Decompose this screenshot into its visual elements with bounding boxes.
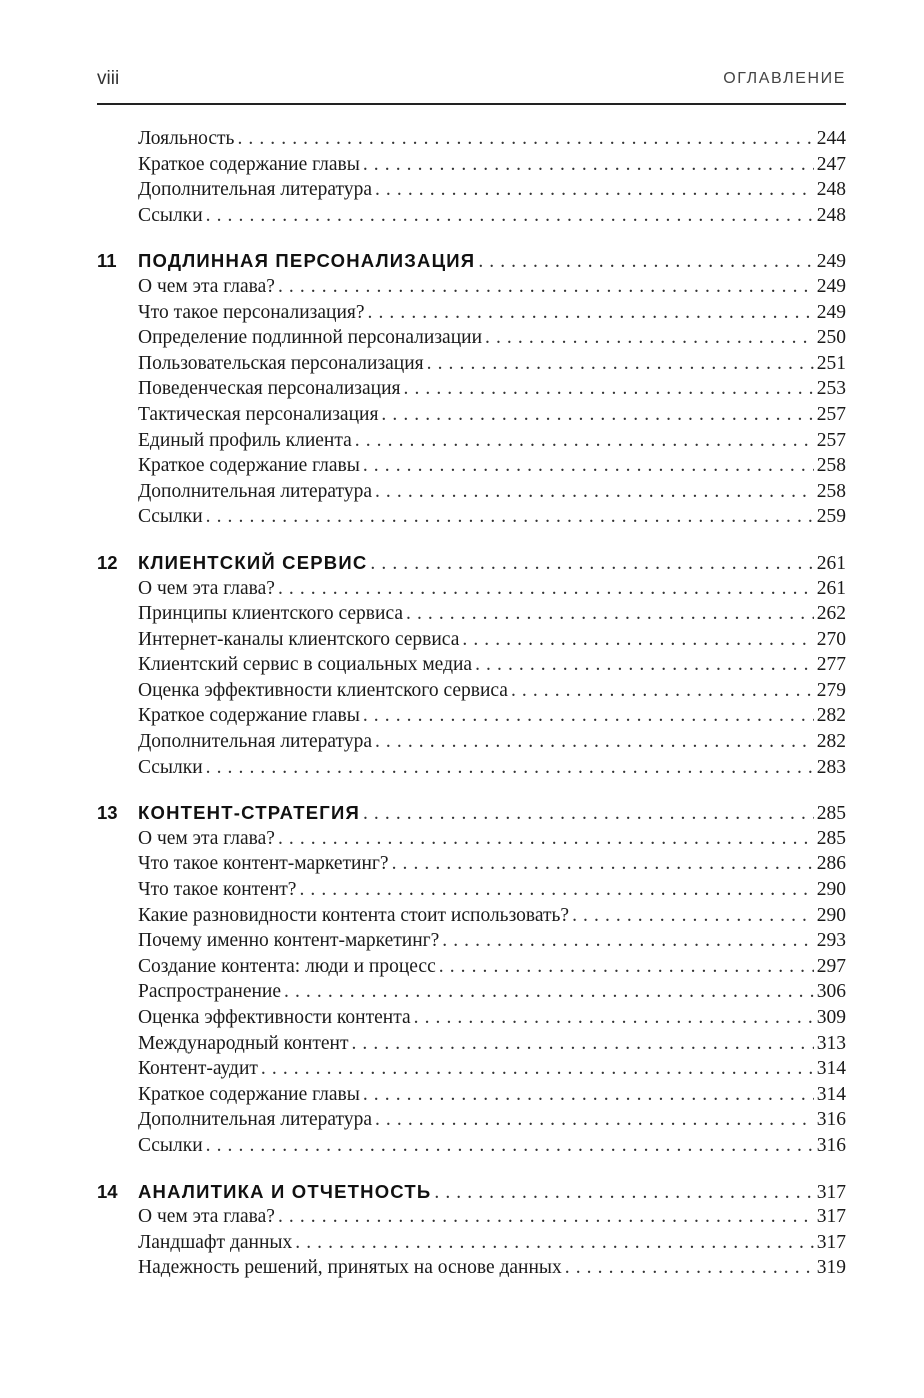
toc-entry: [97, 1058, 846, 1084]
toc-entry: [97, 302, 846, 328]
entry-title: Ссылки: [138, 1134, 203, 1156]
entry-title: Что такое контент-маркетинг?: [138, 853, 389, 875]
dot-leader: [370, 553, 813, 575]
entry-page: 290: [816, 879, 846, 901]
toc-entry: [97, 404, 846, 430]
toc-entry: [97, 353, 846, 379]
dot-leader: [206, 757, 814, 779]
entry-page: 290: [816, 904, 846, 926]
dot-leader: [278, 276, 814, 298]
entry-title: Дополнительная литература: [138, 179, 372, 201]
chapter-number: 11: [97, 250, 117, 272]
toc-entry: [97, 905, 846, 931]
toc-entry: [97, 205, 846, 231]
chapter-title: КОНТЕНТ-СТРАТЕГИЯ: [138, 802, 360, 824]
entry-page: 257: [816, 429, 846, 451]
entry-page: 262: [816, 603, 846, 625]
entry-title: Краткое содержание главы: [138, 455, 360, 477]
chapter-title: ПОДЛИННАЯ ПЕРСОНАЛИЗАЦИЯ: [138, 250, 476, 272]
chapter-title: КЛИЕНТСКИЙ СЕРВИС: [138, 551, 368, 573]
dot-leader: [439, 956, 814, 978]
dot-leader: [475, 654, 814, 676]
entry-title: Ссылки: [138, 506, 203, 528]
entry-title: Единый профиль клиента: [138, 429, 352, 451]
entry-page: 249: [816, 301, 846, 323]
chapter-heading: [97, 250, 846, 276]
toc-entry: [97, 879, 846, 905]
dot-leader: [363, 803, 814, 825]
chapter-heading: [97, 1181, 846, 1207]
toc-entry: [97, 1135, 846, 1161]
entry-page: 306: [816, 981, 846, 1003]
entry-page: 314: [816, 1058, 846, 1080]
dot-leader: [363, 455, 814, 477]
dot-leader: [375, 179, 814, 201]
entry-page: 261: [816, 577, 846, 599]
entry-title: Дополнительная литература: [138, 480, 372, 502]
entry-page: 293: [816, 930, 846, 952]
dot-leader: [565, 1257, 814, 1279]
entry-title: Тактическая персонализация: [138, 403, 379, 425]
dot-leader: [485, 327, 814, 349]
entry-page: 248: [816, 179, 846, 201]
entry-page: 316: [816, 1109, 846, 1131]
entry-page: 250: [816, 327, 846, 349]
toc-entry: [97, 654, 846, 680]
chapter-number: 13: [97, 802, 118, 824]
entry-title: Оценка эффективности клиентского сервиса: [138, 679, 508, 701]
chapter-number: 12: [97, 551, 118, 573]
entry-title: Краткое содержание главы: [138, 153, 360, 175]
toc-entry: [97, 1033, 846, 1059]
dot-leader: [375, 481, 814, 503]
entry-page: 319: [816, 1257, 846, 1279]
entry-title: Международный контент: [138, 1032, 349, 1054]
entry-page: 283: [816, 756, 846, 778]
toc-entry: [97, 930, 846, 956]
toc-entry: [97, 853, 846, 879]
entry-title: Ссылки: [138, 204, 203, 226]
chapter-title: АНАЛИТИКА И ОТЧЕТНОСТЬ: [138, 1180, 432, 1202]
dot-leader: [278, 828, 814, 850]
entry-page: 313: [816, 1032, 846, 1054]
entry-title: О чем эта глава?: [138, 275, 275, 297]
entry-title: Пользовательская персонализация: [138, 352, 424, 374]
entry-page: 297: [816, 955, 846, 977]
toc-entry: [97, 828, 846, 854]
chapter-heading: [97, 802, 846, 828]
dot-leader: [442, 930, 813, 952]
dot-leader: [392, 853, 814, 875]
dot-leader: [375, 1109, 814, 1131]
toc-entry: [97, 680, 846, 706]
entry-title: Краткое содержание главы: [138, 1083, 360, 1105]
toc-entry: [97, 956, 846, 982]
entry-page: 282: [816, 705, 846, 727]
entry-page: 259: [816, 506, 846, 528]
entry-title: Краткое содержание главы: [138, 705, 360, 727]
toc-entry: [97, 128, 846, 154]
toc-entry: [97, 378, 846, 404]
dot-leader: [363, 705, 814, 727]
chapter-number: 14: [97, 1180, 118, 1202]
chapter-page: 317: [816, 1181, 846, 1203]
entry-title: Ландшафт данных: [138, 1231, 293, 1253]
header-rule: [97, 103, 846, 105]
toc-entry: [97, 154, 846, 180]
dot-leader: [511, 680, 814, 702]
chapter-page: 285: [816, 803, 846, 825]
toc-entry: [97, 481, 846, 507]
entry-page: 258: [816, 455, 846, 477]
entry-page: 251: [816, 352, 846, 374]
entry-title: О чем эта глава?: [138, 827, 275, 849]
dot-leader: [363, 154, 814, 176]
entry-title: Дополнительная литература: [138, 731, 372, 753]
entry-page: 248: [816, 204, 846, 226]
toc-entry: [97, 1084, 846, 1110]
dot-leader: [478, 251, 813, 273]
entry-title: Оценка эффективности контента: [138, 1007, 411, 1028]
dot-leader: [284, 981, 814, 1003]
toc-entry: [97, 1206, 846, 1232]
toc-entry: [97, 1257, 846, 1283]
entry-page: 244: [816, 128, 846, 149]
dot-leader: [206, 205, 814, 227]
entry-title: Дополнительная литература: [138, 1109, 372, 1131]
toc-entry: [97, 276, 846, 302]
entry-page: 270: [816, 628, 846, 650]
table-of-contents: [97, 128, 846, 1283]
toc-entry: [97, 981, 846, 1007]
entry-title: Что такое контент?: [138, 879, 297, 901]
toc-entry: [97, 506, 846, 532]
dot-leader: [237, 128, 813, 150]
entry-page: 317: [816, 1231, 846, 1253]
entry-title: Контент-аудит: [138, 1058, 258, 1080]
dot-leader: [406, 603, 814, 625]
toc-entry: [97, 455, 846, 481]
entry-page: 314: [816, 1083, 846, 1105]
entry-page: 317: [816, 1206, 846, 1228]
dot-leader: [295, 1232, 814, 1254]
entry-page: 277: [816, 654, 846, 676]
entry-title: Какие разновидности контента стоит использовать?: [138, 904, 570, 926]
toc-entry: [97, 757, 846, 783]
entry-title: Клиентский сервис в социальных медиа: [138, 654, 473, 676]
entry-page: 249: [816, 275, 846, 297]
entry-title: Поведенческая персонализация: [138, 378, 401, 400]
dot-leader: [572, 905, 814, 927]
dot-leader: [206, 506, 814, 528]
toc-entry: [97, 578, 846, 604]
dot-leader: [462, 629, 813, 651]
dot-leader: [278, 578, 814, 600]
dot-leader: [206, 1135, 814, 1157]
chapter-heading: [97, 552, 846, 578]
entry-title: О чем эта глава?: [138, 1206, 275, 1228]
dot-leader: [381, 404, 813, 426]
dot-leader: [355, 430, 814, 452]
toc-entry: [97, 731, 846, 757]
dot-leader: [427, 353, 814, 375]
entry-page: 258: [816, 480, 846, 502]
dot-leader: [261, 1058, 814, 1080]
entry-page: 279: [816, 679, 846, 701]
entry-page: 247: [816, 153, 846, 175]
entry-page: 285: [816, 827, 846, 849]
page-number: viii: [97, 68, 120, 89]
dot-leader: [351, 1033, 813, 1055]
entry-title: О чем эта глава?: [138, 577, 275, 599]
toc-entry: [97, 705, 846, 731]
entry-page: 257: [816, 403, 846, 425]
dot-leader: [434, 1182, 813, 1204]
dot-leader: [278, 1206, 814, 1228]
dot-leader: [414, 1007, 814, 1029]
toc-entry: [97, 629, 846, 655]
chapter-page: 249: [816, 251, 846, 273]
dot-leader: [363, 1084, 814, 1106]
entry-title: Принципы клиентского сервиса: [138, 603, 403, 625]
page-header: [97, 62, 846, 102]
toc-entry: [97, 1007, 846, 1033]
toc-entry: [97, 1232, 846, 1258]
entry-page: 316: [816, 1134, 846, 1156]
toc-entry: [97, 1109, 846, 1135]
entry-page: 282: [816, 731, 846, 753]
entry-page: 309: [816, 1007, 846, 1028]
entry-title: Что такое персонализация?: [138, 301, 365, 323]
running-title: ОГЛАВЛЕНИЕ: [723, 70, 846, 87]
entry-title: Создание контента: люди и процесс: [138, 955, 436, 977]
toc-entry: [97, 327, 846, 353]
entry-title: Определение подлинной персонализации: [138, 327, 483, 349]
entry-title: Почему именно контент-маркетинг?: [138, 930, 440, 952]
dot-leader: [404, 378, 814, 400]
entry-title: Надежность решений, принятых на основе данных: [138, 1257, 562, 1279]
toc-entry: [97, 179, 846, 205]
dot-leader: [375, 731, 814, 753]
entry-page: 286: [816, 853, 846, 875]
dot-leader: [368, 302, 814, 324]
entry-page: 253: [816, 378, 846, 400]
entry-title: Лояльность: [138, 128, 235, 149]
toc-entry: [97, 603, 846, 629]
entry-title: Распространение: [138, 981, 282, 1003]
dot-leader: [299, 879, 813, 901]
chapter-page: 261: [816, 552, 846, 574]
entry-title: Интернет-каналы клиентского сервиса: [138, 628, 460, 650]
entry-title: Ссылки: [138, 756, 203, 778]
toc-entry: [97, 430, 846, 456]
